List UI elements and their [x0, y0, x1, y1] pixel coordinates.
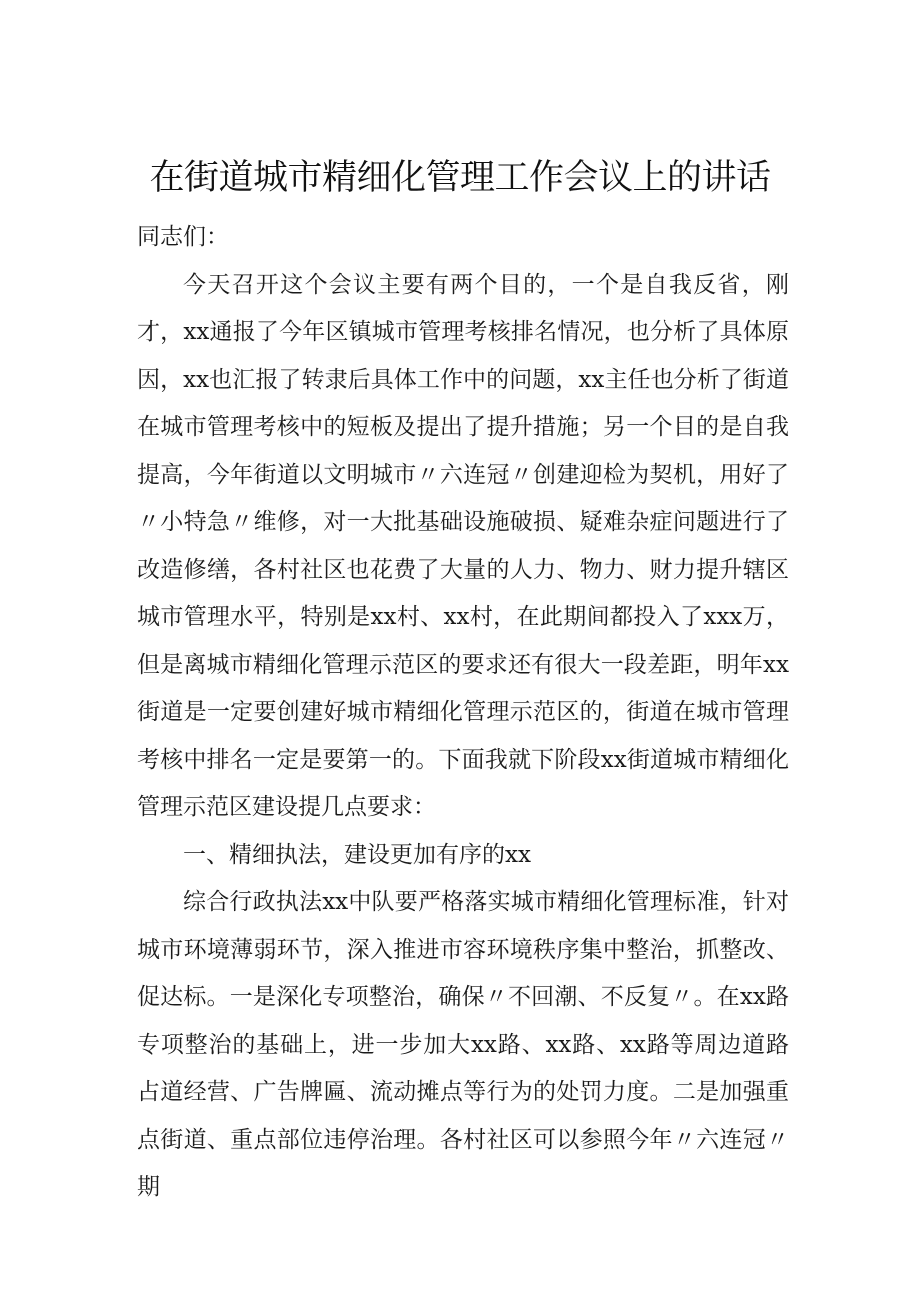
paragraph-enforcement: 综合行政执法xx中队要严格落实城市精细化管理标准，针对城市环境薄弱环节，深入推进市容环境秩序集中整治，抓整改、促达标。一是深化专项整治，确保〃不回潮、不反复〃。在xx路专项整治的基础上，进一步加大xx路、xx路、xx路等周边道路占道经营、广告牌匾、流动摊点等行为的处罚力度。二是加强重点街道、重点部位违停治理。各村社区可以参照今年〃六连冠〃期 [137, 889, 789, 1200]
document-title: 在街道城市精细化管理工作会议上的讲话 [149, 158, 771, 198]
section-heading-1: 一、精细执法，建设更加有序的xx [183, 841, 531, 868]
salutation: 同志们： [137, 224, 229, 250]
document-body [137, 214, 789, 1212]
paragraph-intro: 今天召开这个会议主要有两个目的，一个是自我反省，刚才，xx通报了今年区镇城市管理考核排名情况，也分析了具体原因，xx也汇报了转隶后具体工作中的问题，xx主任也分析了街道在城市管理考核中的短板及提出了提升措施；另一个目的是自我提高，今年街道以文明城市〃六连冠〃创建迎检为契机，用好了〃小特急〃维修，对一大批基础设施破损、疑难杂症问题进行了改造修缮，各村社区也花费了大量的人力、物力、财力提升辖区城市管理水平，特别是xx村、xx村，在此期间都投入了xxx万，但是离城市精细化管理示范区的要求还有很大一段差距，明年xx街道是一定要创建好城市精细化管理示范区的，街道在城市管理考核中排名一定是要第一的。下面我就下阶段xx街道城市精细化管理示范区建设提几点要求： [137, 271, 789, 820]
